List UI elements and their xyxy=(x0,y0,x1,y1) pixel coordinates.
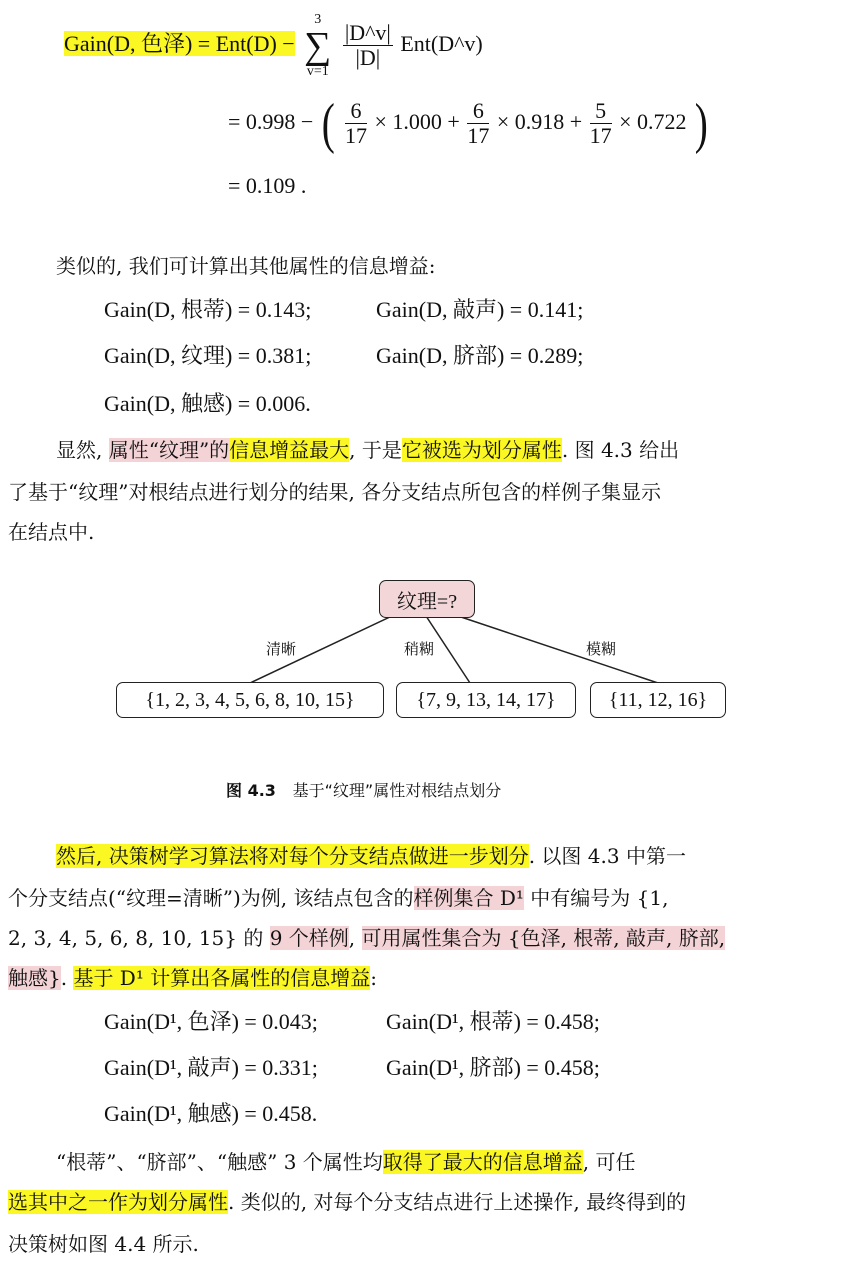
edge-label-3: 模糊 xyxy=(586,640,617,658)
paragraph-3-line-1 xyxy=(56,844,686,868)
eq-line2-start: = 0.998 − xyxy=(228,109,314,134)
gain-d1-3: Gain(D¹, 敲声) = 0.331; xyxy=(104,1055,318,1080)
p3-l4a: 触感} xyxy=(8,966,61,990)
paragraph-2-line-2: 了基于“纹理”对根结点进行划分的结果, 各分支结点所包含的样例子集显示 xyxy=(8,480,662,504)
p2-b: 属性“纹理”的 xyxy=(108,438,230,462)
p3-a: 然后, 决策树学习算法将对每个分支结点做进一步划分 xyxy=(56,844,529,868)
sigma-icon: ∑ xyxy=(304,24,332,67)
right-paren-icon: ) xyxy=(694,92,708,155)
sum-upper: 3 xyxy=(314,11,322,27)
paragraph-4-line-3: 决策树如图 4.4 所示. xyxy=(8,1232,199,1256)
p3-l2a: 个分支结点(“纹理=清晰”)为例, 该结点包含的 xyxy=(8,886,414,910)
figure-caption xyxy=(226,778,501,801)
p4-b: 取得了最大的信息增益 xyxy=(382,1150,583,1174)
f3-num: 5 xyxy=(590,99,612,124)
edge-line-3 xyxy=(458,616,658,683)
f2-num: 6 xyxy=(467,99,489,124)
gain-d1-1: Gain(D¹, 色泽) = 0.043; xyxy=(104,1009,318,1034)
p4-a: “根蒂”、“脐部”、“触感” 3 个属性均 xyxy=(56,1150,383,1174)
caption-text: 基于“纹理”属性对根结点划分 xyxy=(292,781,502,800)
gain-root-2: Gain(D, 敲声) = 0.141; xyxy=(376,297,584,322)
p2-d: , 于是 xyxy=(349,438,402,462)
paragraph-1: 类似的, 我们可计算出其他属性的信息增益: xyxy=(56,254,436,278)
caption-number: 图 4.3 xyxy=(226,781,276,800)
gain-d1-4: Gain(D¹, 脐部) = 0.458; xyxy=(386,1055,600,1080)
gain-d1-5: Gain(D¹, 触感) = 0.458. xyxy=(104,1101,318,1126)
fraction-numerator: |D^v| xyxy=(344,20,391,46)
gain-root-5: Gain(D, 触感) = 0.006. xyxy=(104,391,311,416)
p2-a: 显然, xyxy=(56,438,109,462)
edge-label-1: 清晰 xyxy=(266,640,297,658)
f1-num: 6 xyxy=(345,99,367,124)
p3-l4b: . xyxy=(60,966,74,990)
p2-e: 它被选为划分属性 xyxy=(401,438,562,462)
gain-root-3: Gain(D, 纹理) = 0.381; xyxy=(104,343,312,368)
paragraph-3-line-2 xyxy=(8,886,668,910)
f2-den: 17 xyxy=(467,123,490,149)
tree-leaf-2: {7, 9, 13, 14, 17} xyxy=(396,682,576,718)
paragraph-3-line-3 xyxy=(8,926,725,950)
p3-l3d: 可用属性集合为 {色泽, 根蒂, 敲声, 脐部, xyxy=(361,926,726,950)
p4-l2b: . 类似的, 对每个分支结点进行上述操作, 最终得到的 xyxy=(228,1190,687,1214)
equation-lhs: Gain(D, 色泽) = Ent(D) − xyxy=(64,31,295,56)
tree-leaf-1: {1, 2, 3, 4, 5, 6, 8, 10, 15} xyxy=(116,682,384,718)
term-3: × 0.722 xyxy=(619,109,687,134)
term-1: × 1.000 + xyxy=(374,109,460,134)
p3-l3c: , xyxy=(348,926,362,950)
tree-root-node: 纹理=? xyxy=(379,580,475,618)
f3-den: 17 xyxy=(589,123,612,149)
paragraph-3-line-4 xyxy=(8,966,377,990)
sum-lower: v=1 xyxy=(306,63,329,79)
p3-l2c: 中有编号为 {1, xyxy=(523,886,669,910)
term-2: × 0.918 + xyxy=(496,109,583,134)
edge-label-2: 稍糊 xyxy=(404,640,435,658)
p3-b: . 以图 4.3 中第一 xyxy=(528,844,686,868)
tree-leaf-3: {11, 12, 16} xyxy=(590,682,726,718)
p3-l3b: 9 个样例 xyxy=(269,926,349,950)
left-paren-icon: ( xyxy=(321,92,335,155)
paragraph-4-line-1 xyxy=(56,1150,636,1174)
p3-l3a: 2, 3, 4, 5, 6, 8, 10, 15} 的 xyxy=(8,926,270,950)
fraction-denominator: |D| xyxy=(355,45,381,71)
p3-l4d: : xyxy=(370,966,377,990)
p4-c: , 可任 xyxy=(582,1150,636,1174)
p4-l2a: 选其中之一作为划分属性 xyxy=(8,1190,228,1214)
gain-d1-2: Gain(D¹, 根蒂) = 0.458; xyxy=(386,1009,600,1034)
equation-tail: Ent(D^v) xyxy=(400,31,483,56)
p3-l4c: 基于 D¹ 计算出各属性的信息增益 xyxy=(73,966,371,990)
f1-den: 17 xyxy=(344,123,367,149)
p2-c: 信息增益最大 xyxy=(229,438,350,462)
paragraph-4-line-2 xyxy=(8,1190,686,1214)
paragraph-2-line-3: 在结点中. xyxy=(8,520,95,544)
equation-line-3: = 0.109 . xyxy=(228,173,307,198)
gain-root-1: Gain(D, 根蒂) = 0.143; xyxy=(104,297,312,322)
gain-root-4: Gain(D, 脐部) = 0.289; xyxy=(376,343,584,368)
p3-l2b: 样例集合 D¹ xyxy=(413,886,524,910)
p2-f: . 图 4.3 给出 xyxy=(561,438,680,462)
